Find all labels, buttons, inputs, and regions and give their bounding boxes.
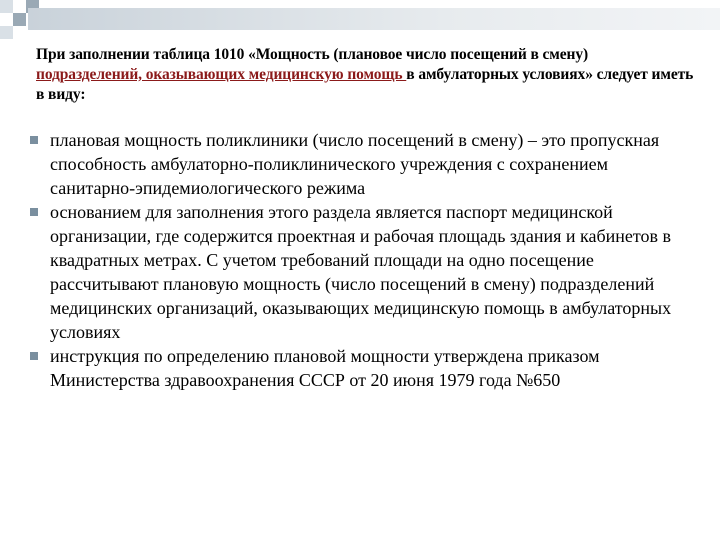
square-bullet-icon bbox=[30, 352, 38, 360]
square-bullet-icon bbox=[30, 136, 38, 144]
bullet-item bbox=[30, 200, 690, 344]
bullet-text: инструкция по определению плановой мощности утверждена приказом Министерства здравоохранения СССР от 20 июня 1979 года №650 bbox=[50, 346, 600, 390]
bullet-item bbox=[30, 128, 690, 200]
header-bar bbox=[28, 8, 720, 30]
heading-text-start: При заполнении таблица 1010 «Мощность (плановое число посещений в смену) bbox=[36, 46, 589, 63]
bullet-list bbox=[30, 128, 690, 392]
square-bullet-icon bbox=[30, 208, 38, 216]
heading-highlight: подразделений, оказывающих медицинскую помощь bbox=[36, 66, 407, 83]
heading-text-end: в амбулаторных условиях» следует иметь в виду: bbox=[36, 66, 694, 103]
bullet-text: основанием для заполнения этого раздела является паспорт медицинской организации, где содержится проектная и рабочая площадь здания и кабинетов в квадратных метрах. С учетом требований площади на одно посещение рассчитывают плановую мощность (число посещений в смену) подразделений медицинских организаций, оказывающих медицинскую помощь в амбулаторных условиях bbox=[50, 202, 672, 342]
bullet-text: плановая мощность поликлиники (число посещений в смену) – это пропускная способность амбулаторно-поликлинического учреждения с сохранением санитарно-эпидемиологического режима bbox=[50, 130, 660, 198]
slide-heading bbox=[36, 45, 696, 105]
bullet-item bbox=[30, 344, 690, 392]
